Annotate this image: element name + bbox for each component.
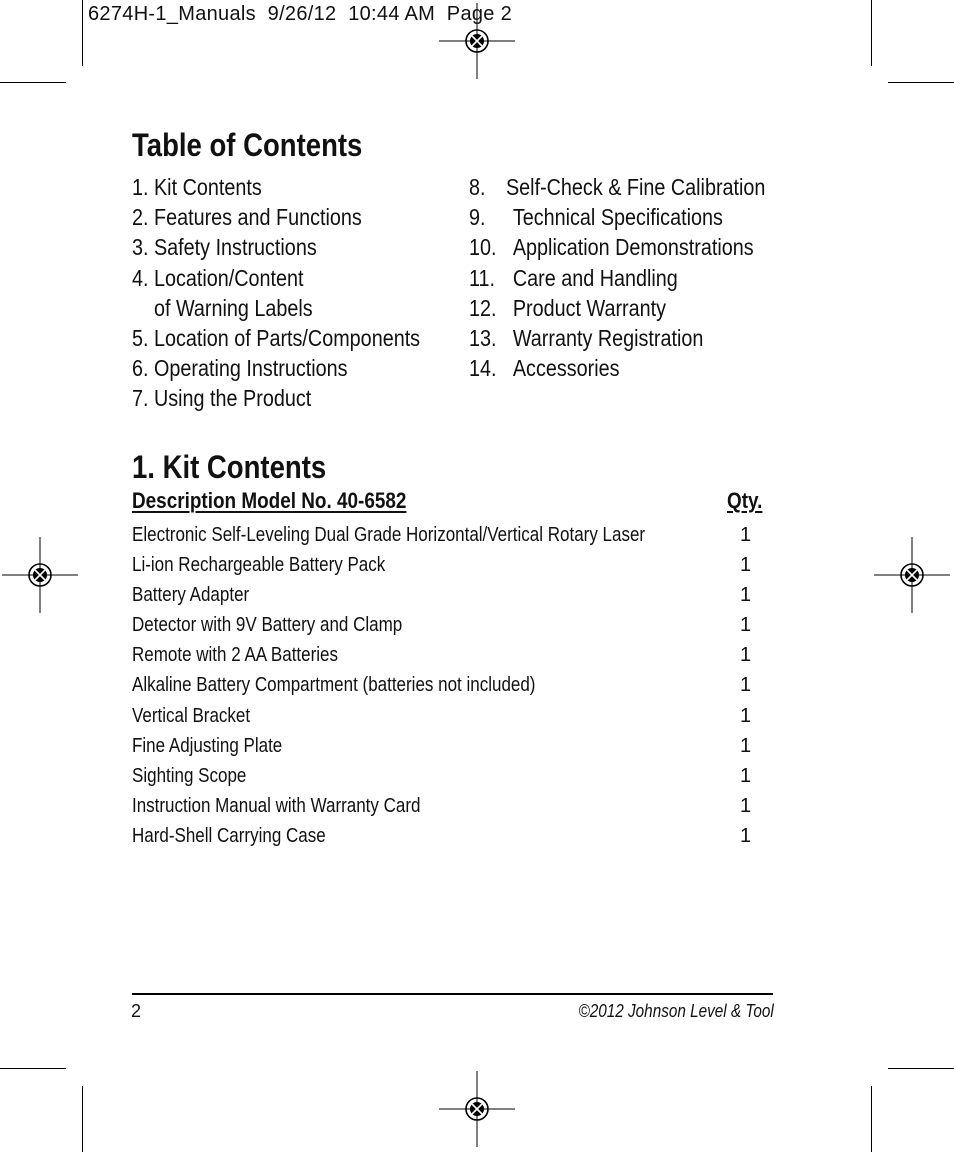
toc-item: 14. Accessories	[469, 355, 620, 382]
crop-mark-top-right-vertical	[871, 0, 872, 66]
toc-item: 3. Safety Instructions	[132, 234, 317, 261]
toc-item: 8. Self-Check & Fine Calibration	[469, 174, 766, 200]
toc-item: 7. Using the Product	[132, 385, 312, 412]
page-number: 2	[131, 1001, 142, 1021]
toc-item: 5. Location of Parts/Components	[132, 325, 421, 352]
table-row: Hard-Shell Carrying Case 1	[132, 824, 752, 847]
table-row: Battery Adapter 1	[132, 584, 752, 607]
table-row: Electronic Self-Leveling Dual Grade Horizontal/Vertical Rotary Laser 1	[132, 524, 752, 546]
registration-mark-icon	[0, 535, 80, 615]
toc-right-column	[469, 172, 814, 383]
crop-mark-top-right-horizontal	[888, 82, 954, 83]
kit-table	[132, 520, 772, 851]
toc-item: 12. Product Warranty	[469, 294, 667, 321]
table-row: Fine Adjusting Plate 1	[132, 734, 752, 757]
toc-item: 10. Application Demonstrations	[469, 234, 754, 261]
table-row: Li-ion Rechargeable Battery Pack 1	[132, 554, 752, 577]
toc-item-continuation: of Warning Labels	[132, 294, 313, 321]
toc-item: 4. Location/Content	[132, 264, 304, 291]
print-slug: 6274H-1_Manuals 9/26/12 10:44 AM Page 2	[88, 3, 512, 25]
toc-title: Table of Contents	[132, 127, 363, 163]
footer-rule	[132, 993, 773, 995]
kit-contents-title: 1. Kit Contents	[132, 449, 327, 485]
kit-header-description: Description Model No. 40-6582	[132, 488, 407, 513]
toc-item: 2. Features and Functions	[132, 204, 362, 231]
table-row: Vertical Bracket 1	[132, 704, 752, 727]
toc-item: 9. Technical Specifications	[469, 204, 723, 231]
registration-mark-icon	[437, 1069, 517, 1149]
toc-left-column	[132, 172, 467, 414]
registration-mark-icon	[872, 535, 952, 615]
kit-header-qty: Qty.	[727, 488, 763, 513]
crop-mark-top-left-horizontal	[0, 82, 66, 83]
table-row: Detector with 9V Battery and Clamp 1	[132, 614, 752, 637]
table-row: Sighting Scope 1	[132, 764, 752, 787]
table-row: Alkaline Battery Compartment (batteries not included) 1	[132, 674, 752, 697]
toc-item: 1. Kit Contents	[132, 174, 262, 200]
table-row: Instruction Manual with Warranty Card 1	[132, 794, 752, 817]
crop-mark-bottom-left-vertical	[82, 1086, 83, 1152]
toc-item: 13. Warranty Registration	[469, 325, 704, 352]
table-row: Remote with 2 AA Batteries 1	[132, 644, 752, 667]
copyright-notice: ©2012 Johnson Level & Tool	[578, 1001, 774, 1021]
crop-mark-bottom-left-horizontal	[0, 1068, 66, 1069]
crop-mark-bottom-right-horizontal	[888, 1068, 954, 1069]
crop-mark-top-left-vertical	[82, 0, 83, 66]
crop-mark-bottom-right-vertical	[871, 1086, 872, 1152]
toc-item: 6. Operating Instructions	[132, 355, 348, 382]
toc-item: 11. Care and Handling	[469, 264, 678, 291]
